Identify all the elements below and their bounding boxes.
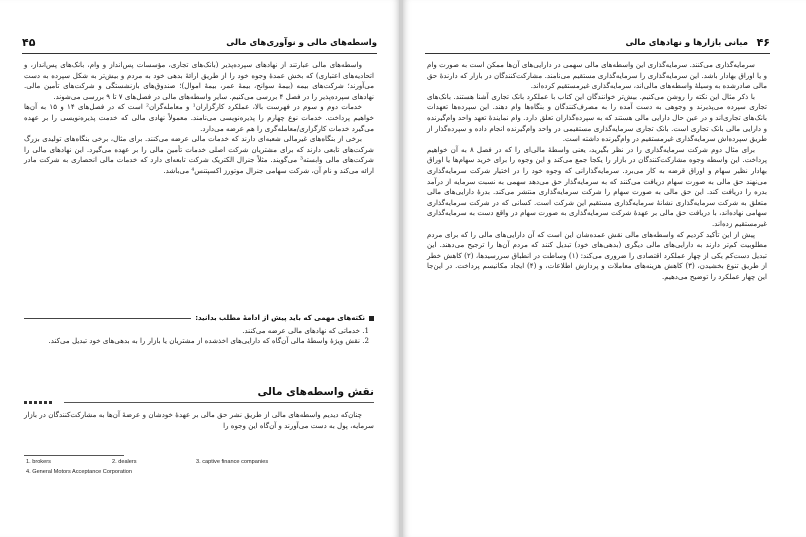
section-heading-block bbox=[24, 386, 374, 403]
footnote-1: 1. brokers bbox=[26, 459, 51, 465]
right-running-title: مبانی بازارها و نهادهای مالی bbox=[625, 38, 748, 48]
left-running-title: واسطه‌های مالی و نوآوری‌های مالی bbox=[226, 38, 377, 48]
left-page-header bbox=[22, 38, 377, 52]
footnote-3: 3. captive finance companies bbox=[196, 459, 269, 465]
right-page-number: ۴۶ bbox=[756, 36, 770, 49]
right-header-rule bbox=[425, 53, 770, 54]
right-paragraph: برای مثال دوم شرکت سرمایه‌گذاری را در نظر بگیرید، یعنی واسطۀ مالی‌ای را که در فصل ۸ به آن خواهیم پرداخت. این واسطه وجوه مشارکت‌کنندگان در بازار را یکجا جمع می‌کند و این وجوه را برای خرید سهام‌ها یا اوراق بهادار نظیر سهام و اوراق قرضه به کار می‌برد. سرمایه‌گذارانی که وجوه خود را در اختیار شرکت سرمایه‌گذاری می‌نهند حق مالی به صورت سهام دریافت می‌کنند که به سرمایه‌گذار حق می‌دهد سهمی به نسبت سرمایه از درآمد بدره را دریافت کند. این حق مالی به صورت سهام را شرکت سرمایه‌گذاری منتشر می‌کند. بدرۀ دارایی‌های مالی متعلق به شرکت سرمایه‌گذاری نشانۀ سرمایه‌گذاری مستقیم این شرکت است. کسانی که در شرکت سرمایه‌گذاری سهامی نهاده‌اند، با دریافت حق مالی بر عهدۀ شرکت سرمایه‌گذاری به صورت سهام در واقع دست به سرمایه‌گذاری غیرمستقیم زده‌اند. bbox=[427, 144, 767, 228]
left-body-text bbox=[24, 60, 374, 177]
section-body-text bbox=[24, 410, 374, 431]
left-header-rule bbox=[22, 53, 377, 54]
right-page-header bbox=[425, 38, 770, 52]
left-paragraph: واسطه‌های مالی عبارتند از نهادهای سپرده‌پذیر (بانک‌های تجاری، مؤسسات پس‌انداز و وام، بانک‌های پس‌انداز، و اتحادیه‌های اعتباری) که بخش عمدۀ وجوه خود را از طریق ارائۀ بدهی خود به مردم و بیش‌تر به شکل سپرده به دست می‌آورند؛ شرکت‌های بیمه (بیمۀ سوانح، بیمۀ عمر، بیمۀ اموال)؛ صندوق‌های بازنشستگی و شرکت‌های تأمین مالی. نهادهای سپرده‌پذیر را در فصل ۴ بررسی می‌کنیم. سایر واسطه‌های مالی در فصل‌های ۷ تا ۹ بررسی می‌شوند. bbox=[24, 60, 374, 101]
section-paragraph: چنان‌که دیدیم واسطه‌های مالی از طریق نشر حق مالی بر عهدۀ خودشان و عرضۀ آن‌ها به مشارکت‌کنندگان در بازار سرمایه، پول به دست می‌آورند و آن‌گاه این وجوه را bbox=[24, 410, 374, 430]
section-rule bbox=[64, 402, 374, 403]
right-paragraph: پیش از این تأکید کردیم که واسطه‌های مالی نقش عمده‌شان این است که آن دارایی‌های مالی را که برای مردم مطلوبیت کم‌تر دارند به دارایی‌های مالی دیگری (بدهی‌های خود) تبدیل کنند که مردم آن‌ها را ترجیح می‌دهند. این تبدیل دست‌کم یکی از چهار عملکرد اقتصادی را ضروری می‌کند: (۱) وساطت در انطباق سررسیدها، (۲) کاهش خطر از طریق تنوع بخشیدن، (۳) کاهش هزینه‌های معاملات و پردازش اطلاعات، و (۴) ایجاد مکانیسم پرداخت. در این‌جا این چهار عملکرد را توضیح می‌دهیم. bbox=[427, 229, 768, 281]
right-paragraph: با ذکر مثال این نکته را روشن می‌کنیم. بیش‌تر خوانندگان این کتاب با عملکرد بانک تجاری آشنا هستند. بانک‌های تجاری سپرده می‌پذیرند و وجوهی به دست آمده را به مصرف‌کنندگان و بنگاه‌ها وام دهند. این سپرده‌ها تعهدات بانک‌های تجاری‌اند و در عین حال دارایی مالی هستند که به سپرده‌گذاران تعلق دارد. وام نمایندۀ تعهد واحد وام‌گیرنده و دارایی مالی بانک تجاری است. بانک تجاری سرمایه‌گذاری مستقیمی در واحد وام‌گیرنده انجام داده و سپرده‌گذار از طریق سپرده‌اش سرمایه‌گذاری غیرمستقیم در وام‌گیرنده داشته است. bbox=[427, 91, 767, 144]
left-paragraph: برخی از بنگاه‌های غیرمالی شعبه‌ای دارند که خدمات مالی عرضه می‌کنند. برای مثال، برخی بنگاه‌های تولیدی بزرگ شرکت‌های تابعی دارند که برای مشتریان شرکت اصلی خدمات تأمین مالی را بر عهده می‌گیرد. این نهادهای مالی را شرکت‌های مالی وابسته³ می‌گویند. مثلاً جنرال الکتریک شرکت تابعه‌ای دارد که خدمات مالی انحصاری به شرکت مادر ارائه می‌کند و نام آن، شرکت سهامی جنرال موتورز اکسپتنس⁴ می‌باشد. bbox=[24, 134, 374, 175]
key-points-rule bbox=[24, 318, 191, 319]
key-points-box bbox=[24, 314, 374, 347]
key-point-item: 1. خدماتی که نهادهای مالی عرضه می‌کنند. bbox=[24, 326, 360, 336]
footnote-2: 2. dealers bbox=[112, 459, 137, 465]
right-body-text bbox=[427, 60, 767, 282]
key-points-title: نکته‌های مهمی که باید پیش از ادامۀ مطلب بدانید: bbox=[195, 314, 365, 322]
left-page-number: ۴۵ bbox=[22, 36, 36, 49]
footnote-rule bbox=[24, 455, 124, 456]
left-page bbox=[0, 0, 399, 537]
right-page bbox=[403, 0, 806, 537]
right-paragraph: سرمایه‌گذاری می‌کنند. سرمایه‌گذاری این واسطه‌های مالی سهمی در دارایی‌های آن‌ها ممکن است به صورت وام و یا اوراق بهادار باشد. این سرمایه‌گذاری را سرمایه‌گذاری مستقیم می‌نامند. مشارکت‌کنندگان در بازار که دارندۀ حق مالی صادرشده به وسیلۀ واسطه‌های مالی‌اند، سرمایه‌گذاری غیرمستقیم کرده‌اند. bbox=[427, 60, 767, 91]
footnote-4: 4. General Motors Acceptance Corporation bbox=[26, 469, 133, 475]
section-title: نقش واسطه‌های مالی bbox=[257, 386, 374, 398]
bullet-square-icon bbox=[369, 316, 374, 321]
left-paragraph: خدمات دوم و سوم در فهرست بالا، عملکرد کارگزاران¹ و معامله‌گران² است که در فصل‌های ۱۴ و ۱۵ به آن‌ها خواهیم پرداخت. خدمات نوع چهارم را پذیره‌نویسی می‌نامند. معمولاً نهادی مالی که خدمت پذیره‌نویسی را بر عهده می‌گیرد خدمات کارگزاری/معامله‌گری را هم عرضه می‌دارد. bbox=[24, 102, 374, 133]
key-point-item: 2. نقش ویژۀ واسطۀ مالی آن‌گاه که دارایی‌های اخذشده از مشتریان یا بازار را به بدهی‌های خود تبدیل می‌کند. bbox=[24, 336, 360, 346]
